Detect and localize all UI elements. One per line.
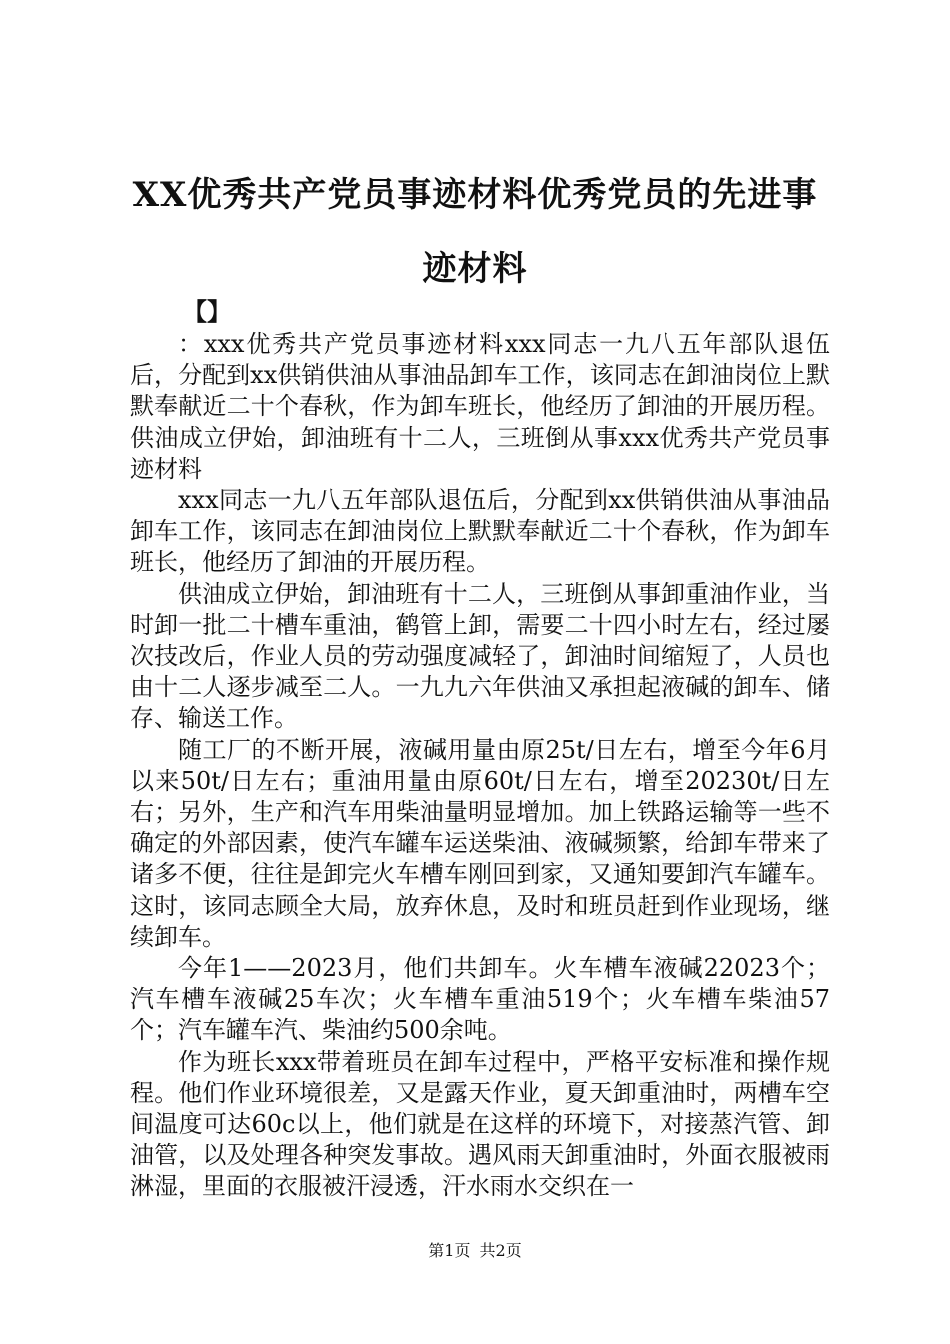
- page-number: 第1页: [428, 1241, 471, 1260]
- paragraph-3: 供油成立伊始，卸油班有十二人，三班倒从事卸重油作业，当时卸一批二十槽车重油，鹤管上卸，需要二十四小时左右，经过屡次技改后，作业人员的劳动强度减轻了，卸油时间缩短了，人员也由十二人逐步减至二人。一九九六年供油又承担起液碱的卸车、储存、输送工作。: [130, 579, 830, 733]
- paragraph-6: 作为班长xxx带着班员在卸车过程中，严格平安标准和操作规程。他们作业环境很差，又是露天作业，夏天卸重油时，两槽车空间温度可达60c以上，他们就是在这样的环境下，对接蒸汽管、卸油管，以及处理各种突发事故。遇风雨天卸重油时，外面衣服被雨淋湿，里面的衣服被汗浸透，汗水雨水交织在一: [130, 1047, 830, 1201]
- paragraph-1: ：xxx优秀共产党员事迹材料xxx同志一九八五年部队退伍后，分配到xx供销供油从事油品卸车工作，该同志在卸油岗位上默默奉献近二十个春秋，作为卸车班长，他经历了卸油的开展历程。供油成立伊始，卸油班有十二人，三班倒从事xxx优秀共产党员事迹材料: [130, 330, 830, 483]
- bracket-marker: 【】: [183, 297, 231, 326]
- paragraph-2: xxx同志一九八五年部队退伍后，分配到xx供销供油从事油品卸车工作，该同志在卸油岗位上默默奉献近二十个春秋，作为卸车班长，他经历了卸油的开展历程。: [130, 486, 830, 577]
- document-body: [130, 329, 830, 1203]
- page-total: 共2页: [479, 1241, 522, 1260]
- page-footer: [0, 1240, 950, 1262]
- document-title: [120, 158, 830, 306]
- paragraph-5: 今年1——2023月，他们共卸车。火车槽车液碱22023个；汽车槽车液碱25车次；火车槽车重油519个；火车槽车柴油57个；汽车罐车汽、柴油约500余吨。: [130, 954, 830, 1045]
- title-line-1: XX优秀共产党员事迹材料优秀党员的先进事: [132, 175, 818, 215]
- title-line-2: 迹材料: [422, 249, 528, 289]
- paragraph-4: 随工厂的不断开展，液碱用量由原25t/日左右，增至今年6月以来50t/日左右；重油用量由原60t/日左右，增至20230t/日左右；另外，生产和汽车用柴油量明显增加。加上铁路运输等一些不确定的外部因素，使汽车罐车运送柴油、液碱频繁，给卸车带来了诸多不便，往往是卸完火车槽车刚回到家，又通知要卸汽车罐车。这时，该同志顾全大局，放弃休息，及时和班员赶到作业现场，继续卸车。: [130, 735, 830, 951]
